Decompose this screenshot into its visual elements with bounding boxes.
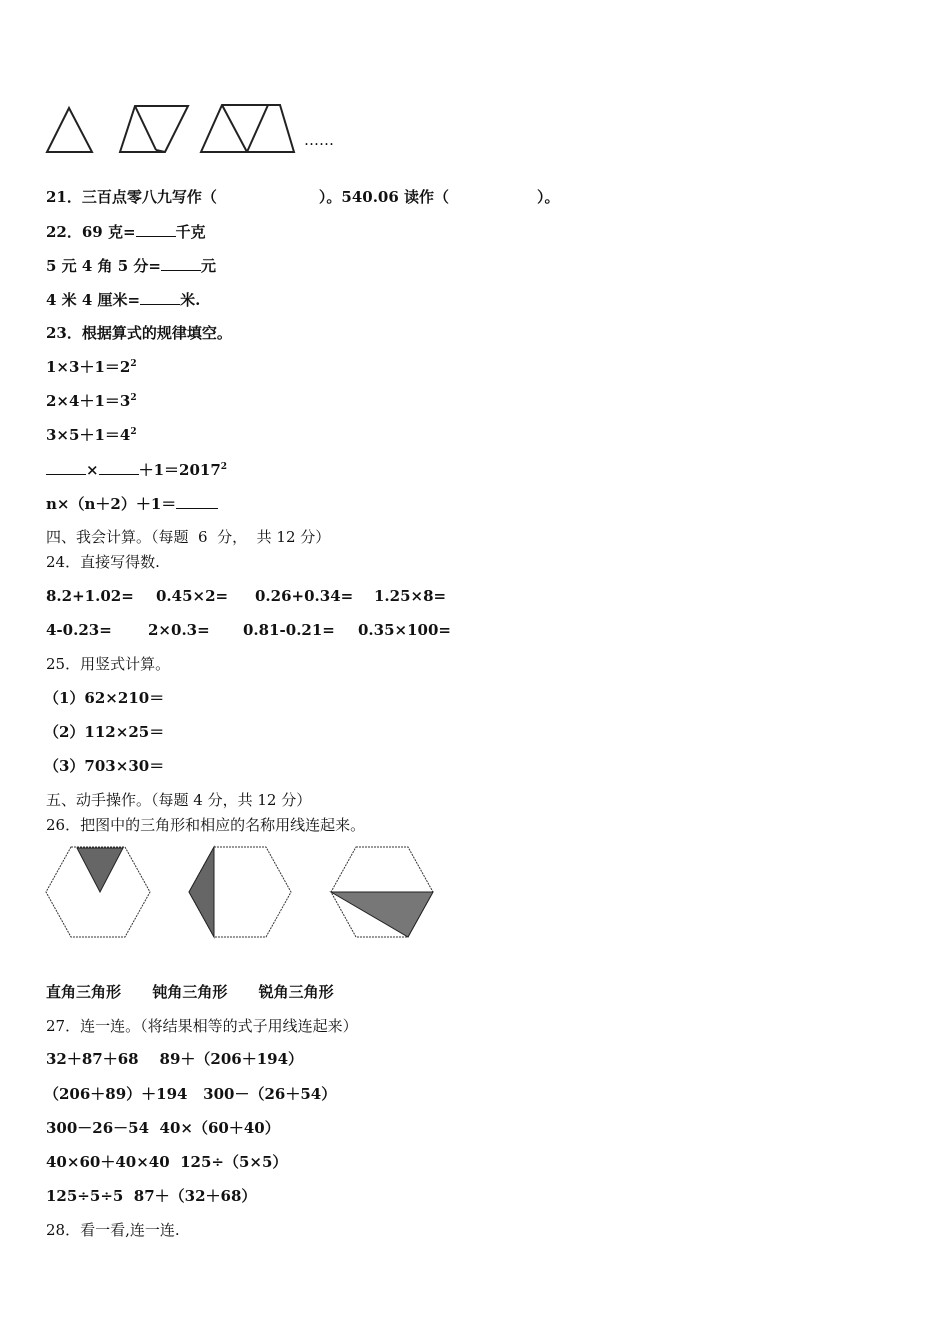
q24-item: 0.81-0.21= <box>243 621 335 639</box>
q25-problem-1: （1）62×210＝ <box>44 689 165 707</box>
q23-blank-2[interactable] <box>99 460 139 475</box>
q27-title: 27．连一连。（将结果相等的式子用线连起来） <box>46 1017 358 1035</box>
section-4-title: 四、我会计算。（每题 6 分， 共 12 分） <box>46 528 331 546</box>
q24-title: 24．直接写得数. <box>46 553 160 571</box>
pattern-ellipsis: …… <box>304 131 334 149</box>
q25-problem-2: （2）112×25＝ <box>44 723 165 741</box>
q25-problem-3: （3）703×30＝ <box>44 757 165 775</box>
q23-eq-3 <box>46 426 137 444</box>
q26-title: 26．把图中的三角形和相应的名称用线连起来。 <box>46 816 366 834</box>
triangle-1 <box>47 108 92 152</box>
q23-eq-1-sup: 2 <box>130 359 137 369</box>
hexagon-figure-3 <box>328 845 436 939</box>
q23-eq-1 <box>46 358 137 376</box>
q25-title: 25．用竖式计算。 <box>46 655 171 673</box>
q22-b-unit: 元 <box>201 257 217 275</box>
q22-blank-c[interactable] <box>140 290 180 305</box>
triangle-3-frame <box>201 105 294 152</box>
q27-row: 32＋87＋68 89＋（206＋194） <box>46 1050 304 1068</box>
q22-b-prefix: 5 元 4 角 5 分= <box>46 257 161 275</box>
q22-line-a <box>46 222 206 241</box>
q22-blank-a[interactable] <box>136 222 176 237</box>
triangle-pattern-figure <box>44 100 344 160</box>
q27-row: （206＋89）＋194 300－（26＋54） <box>44 1085 337 1103</box>
q22-line-c <box>46 290 200 309</box>
q21-mid: ）。540.06 读作（ <box>318 188 450 206</box>
q23-eq-5-text: n×（n＋2）＋1＝ <box>46 495 177 513</box>
q27-row: 125÷5÷5 87＋（32＋68） <box>46 1187 257 1205</box>
q23-eq-1-text: 1×3＋1＝2 <box>46 358 131 376</box>
q21-line <box>46 188 560 206</box>
hexagon-figure-2 <box>186 845 294 939</box>
q23-times: × <box>86 461 99 479</box>
q24-item: 0.35×100= <box>358 621 451 639</box>
q24-item: 2×0.3= <box>148 621 210 639</box>
q23-eq-2-text: 2×4＋1＝3 <box>46 392 131 410</box>
q27-row: 40×60＋40×40 125÷（5×5） <box>46 1153 288 1171</box>
q21-prefix: 21．三百点零八九写作（ <box>46 188 217 206</box>
q23-blank-1[interactable] <box>46 460 86 475</box>
q22-line-b <box>46 256 216 275</box>
q26-labels: 直角三角形 钝角三角形 锐角三角形 <box>46 983 334 1001</box>
q22-a-prefix: 22．69 克= <box>46 223 136 241</box>
q23-eq-4 <box>46 460 227 479</box>
q24-item: 0.45×2= <box>156 587 229 605</box>
shaded-triangle-3 <box>331 892 433 937</box>
q21-blank-2[interactable] <box>449 188 537 202</box>
q24-item: 1.25×8= <box>374 587 447 605</box>
q23-eq-4-sup: 2 <box>220 462 228 472</box>
q22-c-unit: 米. <box>180 291 201 309</box>
q23-eq-3-text: 3×5＋1＝4 <box>46 426 131 444</box>
q23-eq-3-sup: 2 <box>130 427 137 437</box>
q23-eq-2 <box>46 392 137 410</box>
hexagon-figure-1 <box>44 845 152 939</box>
q23-title: 23．根据算式的规律填空。 <box>46 324 232 342</box>
q23-eq-2-sup: 2 <box>130 393 137 403</box>
q23-blank-3[interactable] <box>176 494 218 509</box>
q28-title: 28．看一看,连一连. <box>46 1221 180 1239</box>
q24-item: 4-0.23= <box>46 621 112 639</box>
shaded-triangle-1 <box>77 848 123 892</box>
q27-row: 300－26－54 40×（60＋40） <box>46 1119 280 1137</box>
q23-eq-5 <box>46 494 218 513</box>
q22-a-unit: 千克 <box>175 223 206 241</box>
q24-item: 8.2+1.02= <box>46 587 134 605</box>
q21-blank-1[interactable] <box>217 188 319 202</box>
shaded-triangle-2 <box>189 847 214 937</box>
q22-blank-b[interactable] <box>161 256 201 271</box>
q23-eq-4-tail: ＋1＝2017 <box>138 461 221 479</box>
section-5-title: 五、动手操作。（每题 4 分，共 12 分） <box>46 791 312 809</box>
q24-item: 0.26+0.34= <box>255 587 354 605</box>
q21-end: ）。 <box>537 188 560 206</box>
q22-c-prefix: 4 米 4 厘米= <box>46 291 141 309</box>
